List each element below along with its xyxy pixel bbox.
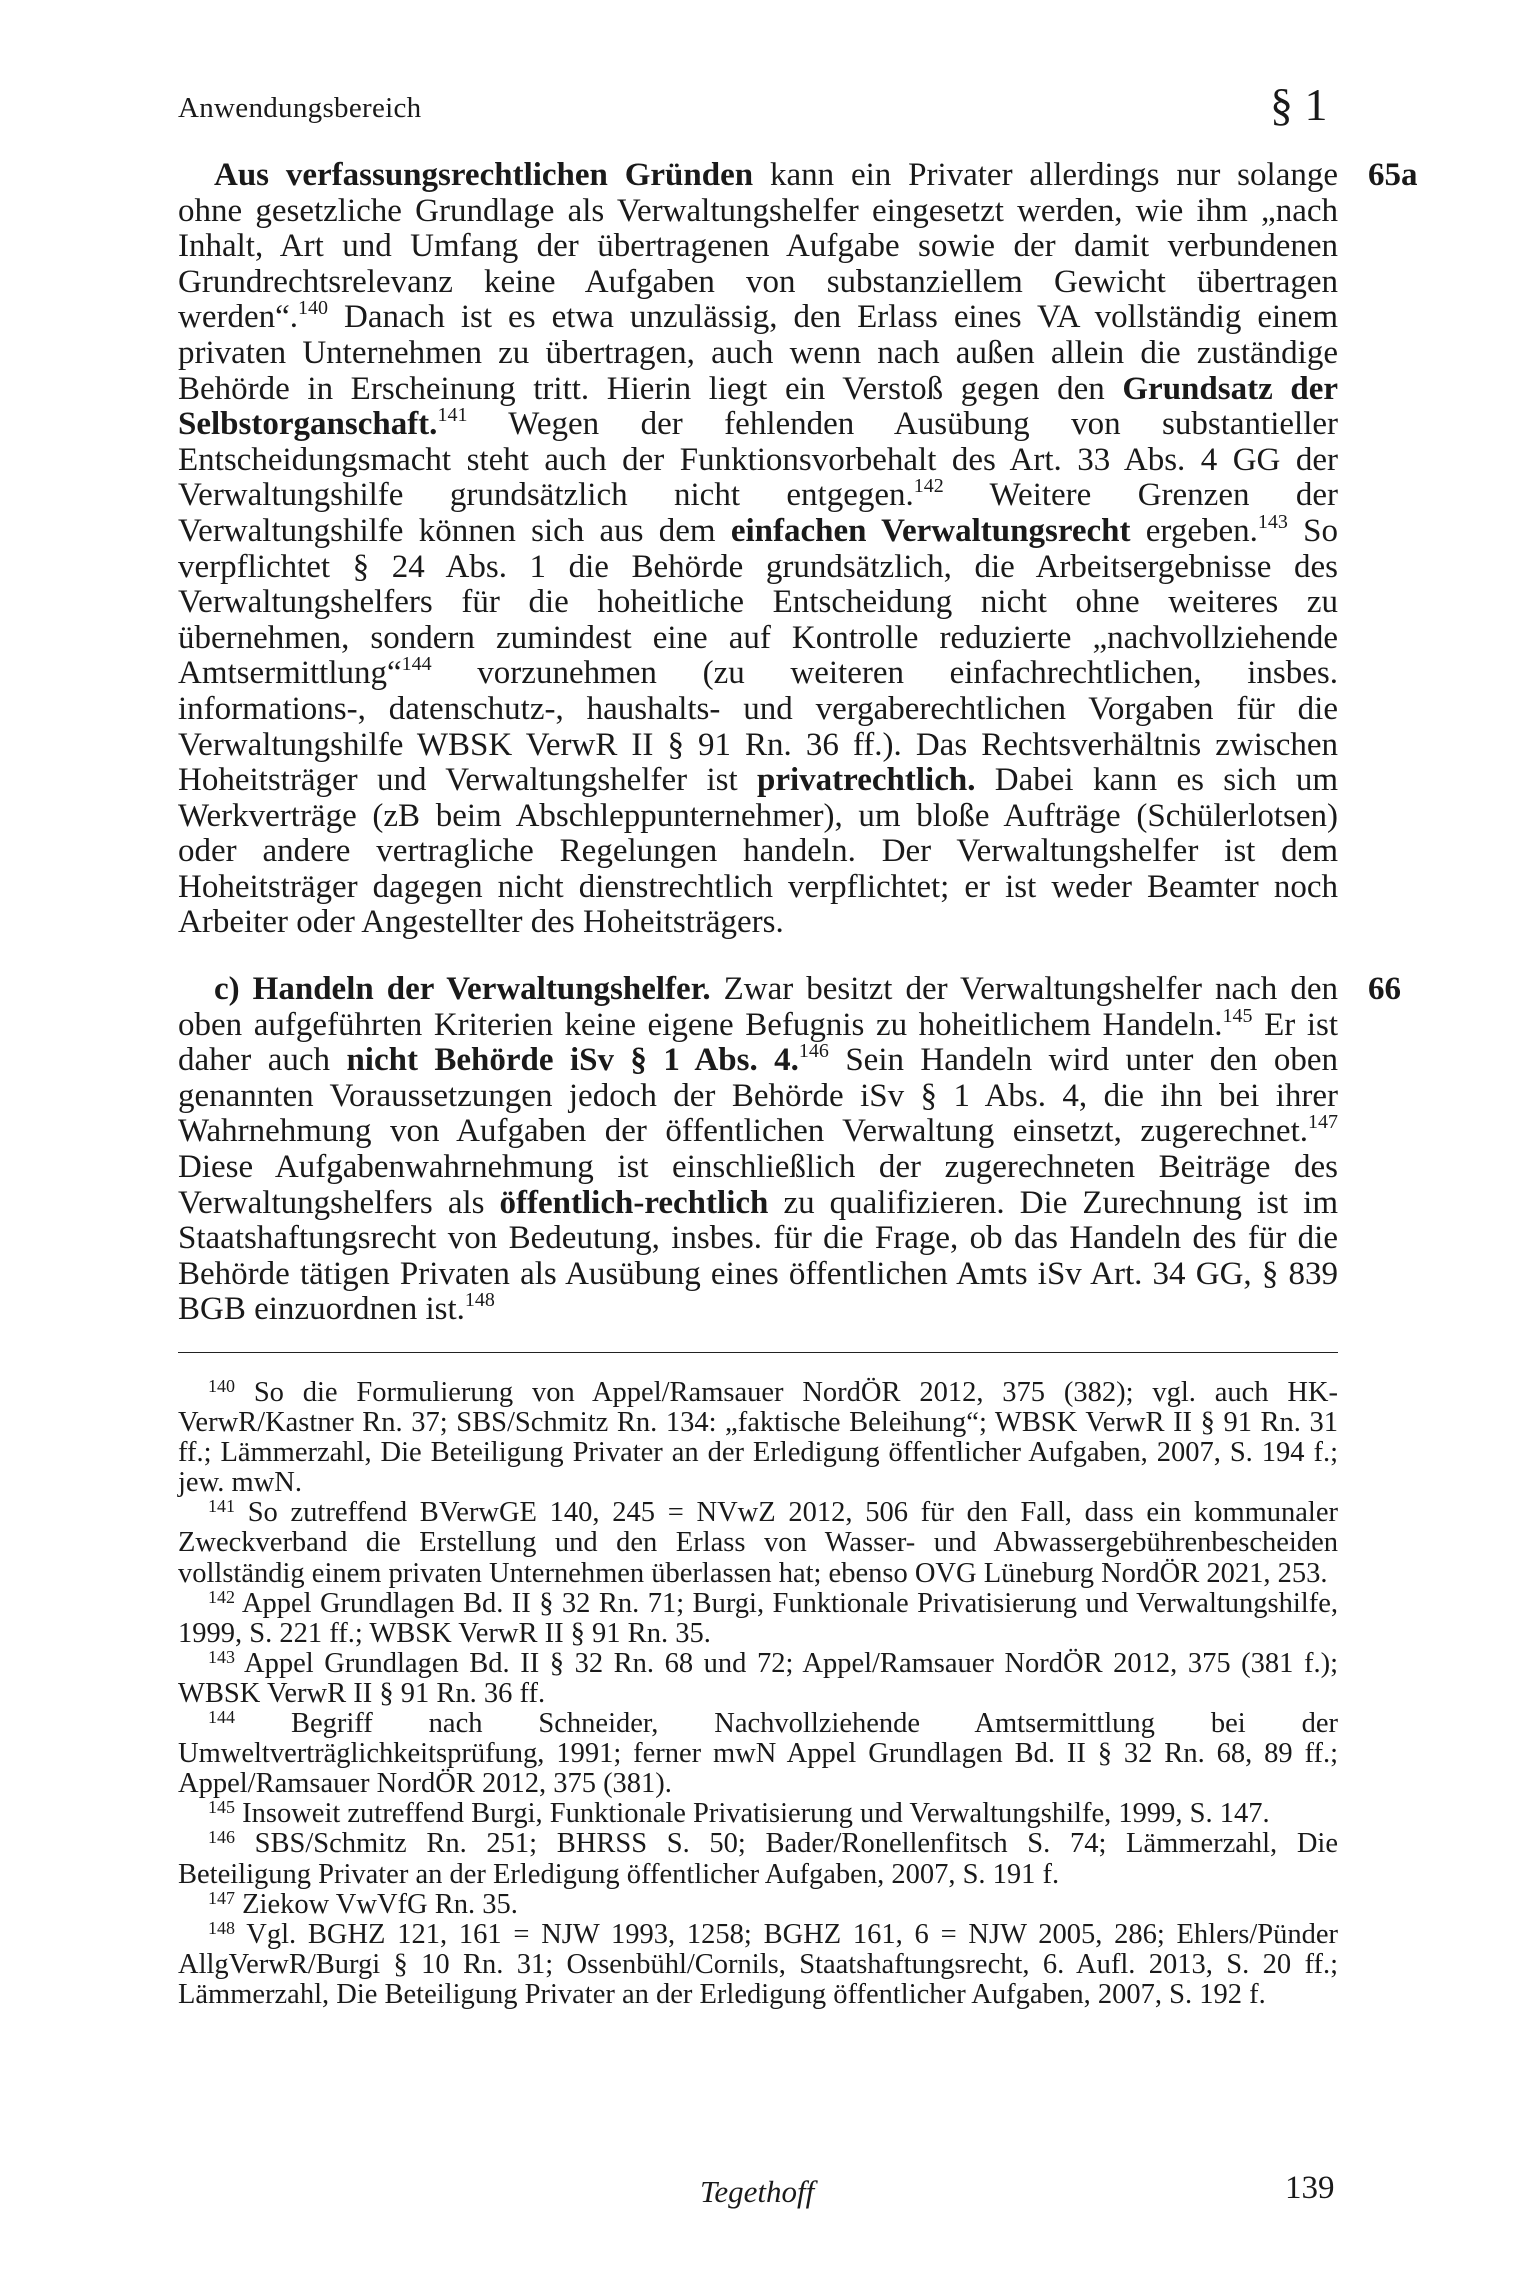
emphasized-term: einfachen Verwaltungsrecht: [730, 512, 1131, 549]
paragraph-text: So verpflichtet § 24 Abs. 1 die Behörde grundsätzlich, die Arbeitsergebnisse des Verwaltungshelfers für die hoheitliche Entscheidung nicht ohne weiteres zu übernehmen, sondern zumindest eine auf Kontrolle reduzierte „nachvollziehende Amtsermittlung“: [178, 512, 1338, 692]
emphasized-term: Grundsatz der Selbstorganschaft.: [178, 370, 1339, 443]
footnote-reference: 140: [298, 297, 329, 320]
footnotes-block: [178, 1378, 1338, 2010]
body-paragraph-66: [178, 972, 1338, 1328]
paragraph-text: Wegen der fehlenden Ausübung von substantieller Entscheidungsmacht steht auch der Funktionsvorbehalt des Art. 33 Abs. 4 GG der Verwaltungshilfe grundsätzlich nicht entgegen.: [178, 406, 1338, 514]
footnote-140: [178, 1378, 1338, 1498]
footnote-text: Ziekow VwVfG Rn. 35.: [235, 1888, 518, 1920]
footnote-text: Appel Grundlagen Bd. II § 32 Rn. 68 und 72; Appel/Ramsauer NordÖR 2012, 375 (381 f.); WBSK VerwR II § 91 Rn. 36 ff.: [178, 1647, 1338, 1709]
paragraph-text: zu qualifizieren. Die Zurechnung ist im Staatshaftungsrecht von Bedeutung, insbes. für die Frage, ob das Handeln des für die Behörde tätigen Privaten als Ausübung eines öffentlichen Amts iSv Art. 34 GG, § 839 BGB einzuordnen ist.: [178, 1184, 1338, 1328]
footnote-number: 143: [208, 1646, 235, 1667]
footnote-reference: 142: [913, 475, 944, 498]
emphasized-term: Aus verfassungsrechtlichen Gründen: [214, 157, 754, 193]
footnote-number: 140: [208, 1376, 235, 1396]
paragraph-text: Er ist daher auch: [178, 1006, 1338, 1079]
paragraph-text: vorzunehmen (zu weiteren einfachrechtlichen, insbes. informations-, datenschutz-, haushalts- und vergaberechtlichen Vorgaben für die Verwaltungshilfe WBSK VerwR II § 91 Rn. 36 ff.). Das Rechtsverhältnis zwischen Hoheitsträger und Verwaltungshelfer ist: [178, 655, 1338, 799]
emphasized-term: c) Handeln der Verwaltungshelfer.: [214, 971, 711, 1007]
footnote-text: Insoweit zutreffend Burgi, Funktionale Privatisierung und Verwaltungshilfe, 1999, S. 147.: [235, 1798, 1270, 1830]
footnote-text: So zutreffend BVerwGE 140, 245 = NVwZ 2012, 506 für den Fall, dass ein kommunaler Zweckverband die Erstellung und den Erlass von Wasser- und Abwassergebührenbescheiden vollständig einem privaten Unternehmen überlassen hat; ebenso OVG Lüneburg NordÖR 2021, 253.: [178, 1497, 1338, 1589]
emphasized-term: öffentlich-rechtlich: [499, 1184, 769, 1221]
footnote-reference: 146: [798, 1040, 829, 1063]
footnote-reference: 145: [1222, 1004, 1253, 1027]
running-head-title: Anwendungsbereich: [178, 92, 422, 124]
emphasized-term: nicht Behörde iSv § 1 Abs. 4.: [346, 1042, 799, 1079]
footnote-text: Begriff nach Schneider, Nachvollziehende Amtsermittlung bei der Umweltverträglichkeitsprüfung, 1991; ferner mwN Appel Grundlagen Bd. II § 32 Rn. 68, 89 ff.; Appel/Ramsauer NordÖR 2012, 375 (381).: [178, 1708, 1338, 1800]
footer-author: Tegethoff: [700, 2174, 815, 2209]
running-head-section-number: § 1: [1270, 79, 1328, 130]
margin-number-65a: 65a: [1368, 157, 1418, 193]
paragraph-text: Sein Handeln wird unter den oben genannten Voraussetzungen jedoch der Behörde iSv § 1 Abs. 4, die ihn bei ihrer Wahrnehmung von Aufgaben der öffentlichen Verwaltung einsetzt, zugerechnet.: [178, 1042, 1338, 1150]
paragraph-text: ergeben.: [1130, 512, 1258, 549]
footnote-reference: 147: [1308, 1111, 1338, 1134]
paragraph-text: Dabei kann es sich um Werkverträge (zB beim Abschleppunternehmer), um bloße Aufträge (Schülerlotsen) oder andere vertragliche Regelungen handeln. Der Verwaltungshelfer ist dem Hoheitsträger dagegen nicht dienstrechtlich verpflichtet; er ist weder Beamter noch Arbeiter oder Angestellter des Hoheitsträgers.: [178, 762, 1338, 941]
footnote-text: So die Formulierung von Appel/Ramsauer NordÖR 2012, 375 (382); vgl. auch HK-VerwR/Kastner Rn. 37; SBS/Schmitz Rn. 134: „faktische Beleihung“; WBSK VerwR II § 91 Rn. 31 ff.; Lämmerzahl, Die Beteiligung Privater an der Erledigung öffentlicher Aufgaben, 2007, S. 194 f.; jew. mwN.: [178, 1377, 1338, 1499]
footnote-144: [178, 1709, 1338, 1799]
emphasized-term: privatrechtlich.: [757, 762, 976, 799]
footnote-text: SBS/Schmitz Rn. 251; BHRSS S. 50; Bader/Ronellenfitsch S. 74; Lämmerzahl, Die Beteiligung Privater an der Erledigung öffentlicher Aufgaben, 2007, S. 191 f.: [178, 1828, 1338, 1890]
footnote-number: 146: [208, 1827, 235, 1848]
footnote-number: 141: [208, 1496, 235, 1517]
footnote-143: [178, 1646, 1338, 1709]
paragraph-text: Diese Aufgabenwahrnehmung ist einschließlich der zugerechneten Beiträge des Verwaltungshelfers als: [178, 1148, 1338, 1221]
footnote-146: [178, 1829, 1338, 1889]
footnote-reference: 148: [464, 1289, 495, 1312]
footnote-reference: 143: [1257, 510, 1288, 533]
footnote-reference: 141: [437, 404, 468, 427]
footnote-141: [178, 1498, 1338, 1588]
footnote-separator-rule: [178, 1352, 1338, 1353]
footnote-142: [178, 1586, 1338, 1649]
footnote-number: 145: [208, 1797, 235, 1818]
paragraph-text: kann ein Privater allerdings nur solange ohne gesetzliche Grundlage als Verwaltungshelfer eingesetzt werden, wie ihm „nach Inhalt, Art und Umfang der übertragenen Aufgabe sowie der damit verbundenen Grundrechtsrelevanz keine Aufgaben von substanziellem Gewicht übertragen werden“.: [178, 157, 1338, 336]
margin-number-66: 66: [1368, 971, 1401, 1007]
footnote-text: Appel Grundlagen Bd. II § 32 Rn. 71; Burgi, Funktionale Privatisierung und Verwaltungshilfe, 1999, S. 221 ff.; WBSK VerwR II § 91 Rn. 35.: [178, 1587, 1338, 1649]
footnote-text: Vgl. BGHZ 121, 161 = NJW 1993, 1258; BGHZ 161, 6 = NJW 2005, 286; Ehlers/Pünder AllgVerwR/Burgi § 10 Rn. 31; Ossenbühl/Cornils, Staatshaftungsrecht, 6. Aufl. 2013, S. 20 ff.; Lämmerzahl, Die Beteiligung Privater an der Erledigung öffentlicher Aufgaben, 2007, S. 192 f.: [178, 1918, 1338, 2010]
paragraph-text: Danach ist es etwa unzulässig, den Erlass eines VA vollständig einem privaten Unternehmen zu übertragen, auch wenn nach außen allein die zuständige Behörde in Erscheinung tritt. Hierin liegt ein Verstoß gegen den: [178, 299, 1338, 407]
footnote-reference: 144: [401, 653, 432, 676]
footnote-number: 147: [208, 1887, 235, 1908]
footnote-147: [178, 1887, 1338, 1920]
footnote-number: 144: [208, 1707, 235, 1728]
footnote-148: [178, 1917, 1338, 2010]
footnote-number: 142: [208, 1586, 235, 1607]
paragraph-text: Zwar besitzt der Verwaltungshelfer nach den oben aufgeführten Kriterien keine eigene Befugnis zu hoheitlichem Handeln.: [178, 971, 1338, 1043]
footnote-145: [178, 1799, 1338, 1829]
page-number: 139: [1285, 2170, 1335, 2206]
body-paragraph-65a: [178, 158, 1338, 941]
paragraph-text: Weitere Grenzen der Verwaltungshilfe können sich aus dem: [178, 477, 1339, 549]
footnote-number: 148: [208, 1917, 235, 1938]
